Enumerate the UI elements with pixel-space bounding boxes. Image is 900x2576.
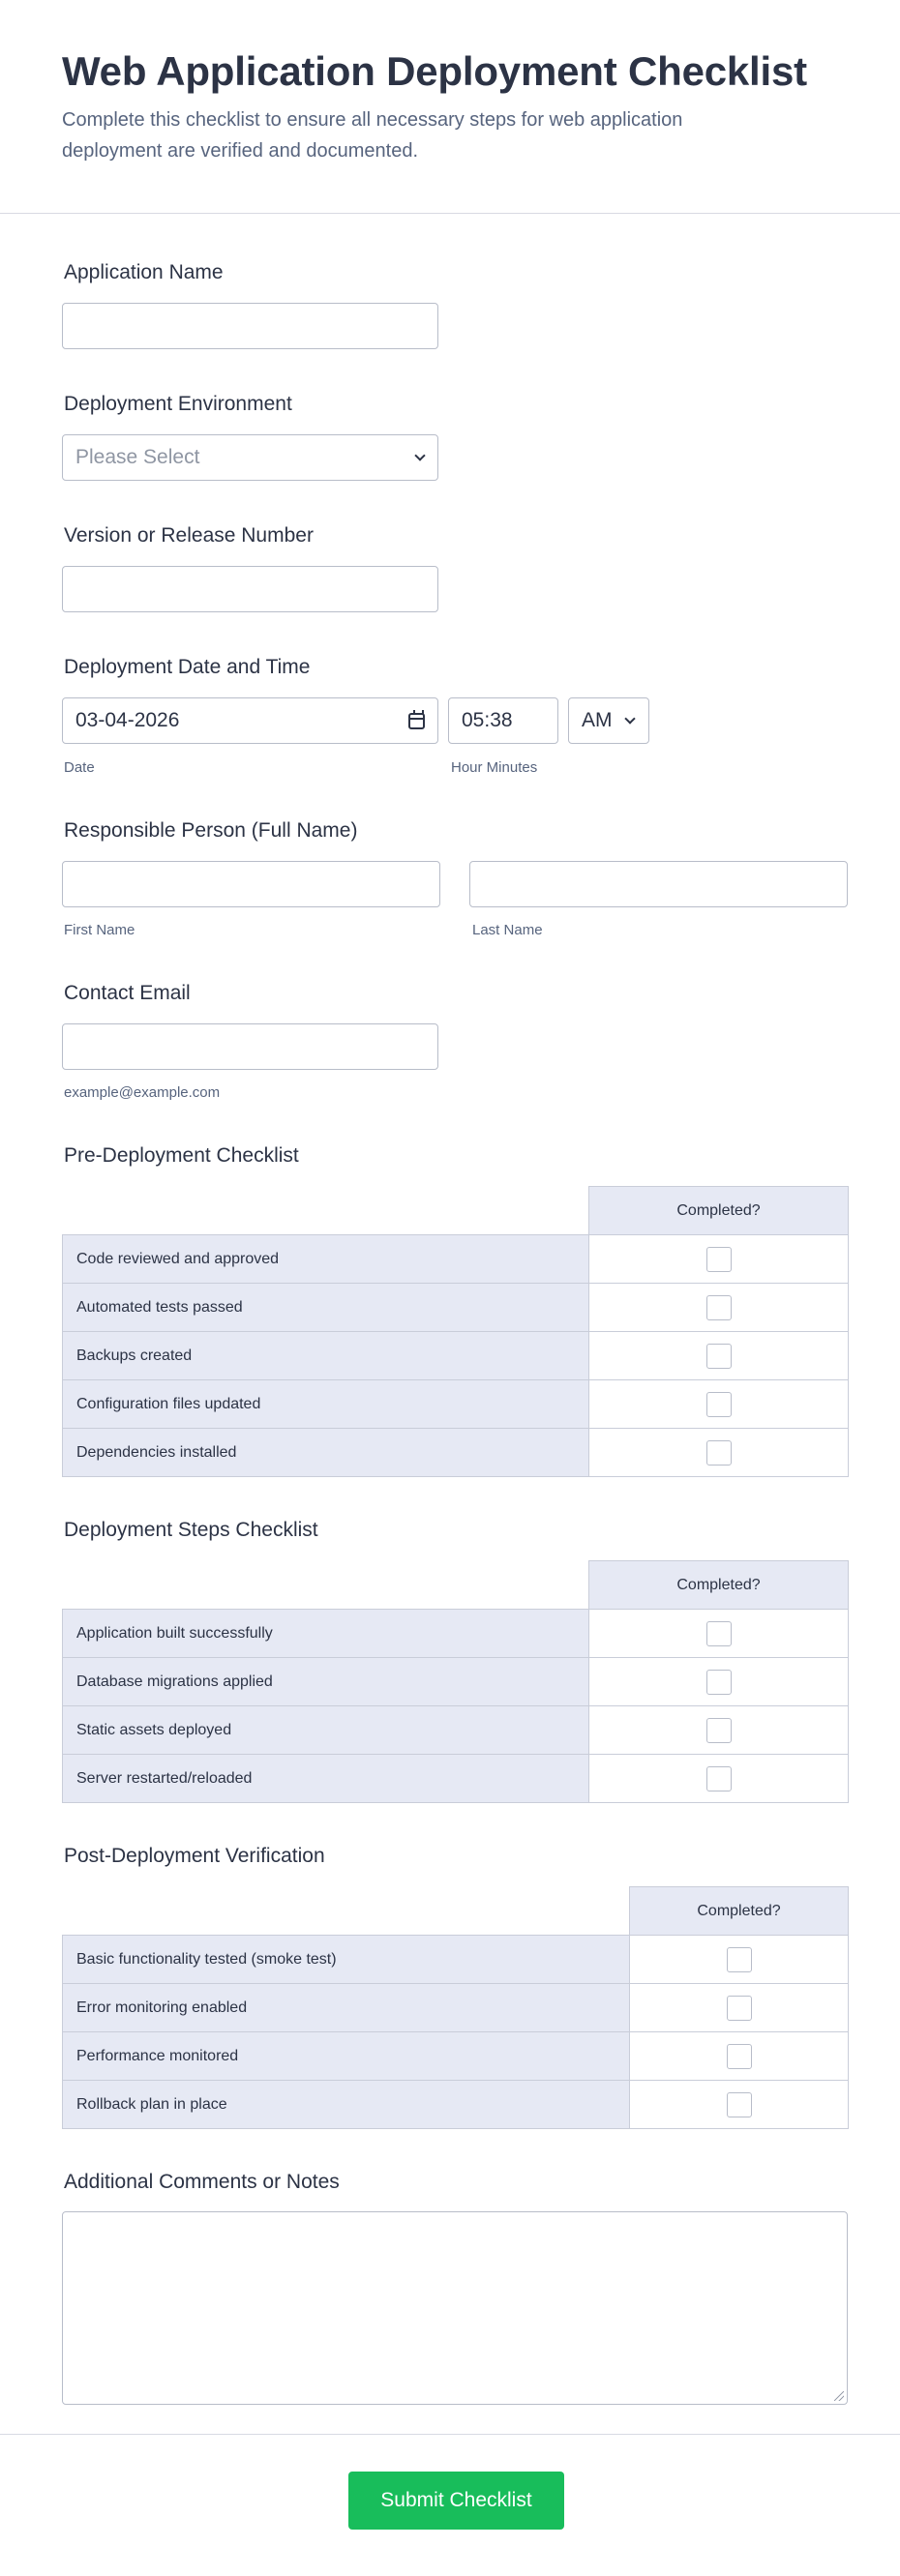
checkbox[interactable] (727, 1947, 752, 1972)
checkbox[interactable] (706, 1392, 732, 1417)
post-checklist-matrix (62, 1886, 849, 2129)
datetime-label: Deployment Date and Time (64, 656, 311, 678)
environment-placeholder: Please Select (75, 446, 200, 468)
matrix-row (63, 1706, 849, 1755)
environment-label: Deployment Environment (64, 393, 292, 415)
row-label: Backups created (63, 1332, 589, 1380)
checkbox[interactable] (706, 1670, 732, 1695)
checkbox[interactable] (706, 1440, 732, 1466)
resize-handle-icon[interactable] (834, 2391, 844, 2401)
time-sublabel: Hour Minutes (451, 759, 538, 776)
column-header: Completed? (589, 1187, 849, 1235)
checkbox[interactable] (706, 1295, 732, 1320)
pre-checklist-label: Pre-Deployment Checklist (64, 1144, 299, 1167)
matrix-row (63, 1429, 849, 1477)
row-label: Performance monitored (63, 2032, 630, 2081)
version-label: Version or Release Number (64, 524, 314, 547)
page-subtitle: Complete this checklist to ensure all necessary steps for web application deployment are verified and documented. (62, 109, 683, 162)
form-header (0, 0, 900, 214)
page-title: Web Application Deployment Checklist (62, 48, 807, 94)
email-input[interactable] (62, 1023, 438, 1070)
checkbox[interactable] (727, 2092, 752, 2117)
comments-label: Additional Comments or Notes (64, 2171, 340, 2193)
checkbox[interactable] (727, 2044, 752, 2069)
chevron-down-icon (414, 450, 425, 460)
app-name-label: Application Name (64, 261, 224, 283)
row-label: Automated tests passed (63, 1284, 589, 1332)
row-label: Database migrations applied (63, 1658, 589, 1706)
matrix-row (63, 1658, 849, 1706)
checkbox-cell[interactable] (630, 1984, 849, 2032)
matrix-row (63, 1380, 849, 1429)
checkbox-cell[interactable] (589, 1610, 849, 1658)
checkbox-cell[interactable] (589, 1332, 849, 1380)
ampm-value: AM (582, 709, 613, 731)
checkbox-cell[interactable] (630, 1936, 849, 1984)
column-header: Completed? (630, 1887, 849, 1936)
matrix-row (63, 1936, 849, 1984)
matrix-corner (63, 1887, 630, 1936)
matrix-row (63, 2032, 849, 2081)
row-label: Configuration files updated (63, 1380, 589, 1429)
checkbox-cell[interactable] (589, 1429, 849, 1477)
steps-checklist-matrix (62, 1560, 849, 1803)
checkbox-cell[interactable] (589, 1380, 849, 1429)
checkbox[interactable] (706, 1766, 732, 1791)
row-label: Error monitoring enabled (63, 1984, 630, 2032)
first-name-input[interactable] (62, 861, 440, 907)
checkbox-cell[interactable] (589, 1658, 849, 1706)
checkbox[interactable] (706, 1247, 732, 1272)
app-name-input[interactable] (62, 303, 438, 349)
checkbox-cell[interactable] (589, 1284, 849, 1332)
date-value: 03-04-2026 (75, 709, 180, 731)
chevron-down-icon (624, 713, 635, 724)
date-input[interactable] (62, 697, 438, 744)
row-label: Basic functionality tested (smoke test) (63, 1936, 630, 1984)
matrix-corner (63, 1561, 589, 1610)
pre-checklist-matrix (62, 1186, 849, 1477)
checkbox-cell[interactable] (589, 1706, 849, 1755)
last-name-sublabel: Last Name (472, 922, 543, 938)
row-label: Static assets deployed (63, 1706, 589, 1755)
checkbox-cell[interactable] (630, 2081, 849, 2129)
checkbox[interactable] (706, 1621, 732, 1646)
matrix-row (63, 1332, 849, 1380)
ampm-select[interactable] (568, 697, 649, 744)
environment-select[interactable] (62, 434, 438, 481)
date-sublabel: Date (64, 759, 95, 776)
calendar-icon[interactable] (408, 713, 425, 729)
checkbox[interactable] (706, 1718, 732, 1743)
last-name-input[interactable] (469, 861, 848, 907)
version-input[interactable] (62, 566, 438, 612)
checkbox-cell[interactable] (630, 2032, 849, 2081)
matrix-row (63, 1284, 849, 1332)
first-name-sublabel: First Name (64, 922, 135, 938)
time-input[interactable] (448, 697, 558, 744)
comments-textarea[interactable] (62, 2211, 848, 2405)
checkbox-cell[interactable] (589, 1235, 849, 1284)
row-label: Server restarted/reloaded (63, 1755, 589, 1803)
time-value: 05:38 (462, 709, 513, 731)
checkbox-cell[interactable] (589, 1755, 849, 1803)
row-label: Rollback plan in place (63, 2081, 630, 2129)
form-footer (0, 2434, 900, 2576)
email-sublabel: example@example.com (64, 1084, 221, 1101)
matrix-row (63, 2081, 849, 2129)
matrix-row (63, 1755, 849, 1803)
checkbox[interactable] (727, 1996, 752, 2021)
post-checklist-label: Post-Deployment Verification (64, 1845, 325, 1867)
matrix-row (63, 1235, 849, 1284)
submit-button[interactable]: Submit Checklist (348, 2472, 564, 2530)
matrix-row (63, 1610, 849, 1658)
row-label: Application built successfully (63, 1610, 589, 1658)
row-label: Code reviewed and approved (63, 1235, 589, 1284)
email-label: Contact Email (64, 982, 191, 1004)
matrix-corner (63, 1187, 589, 1235)
column-header: Completed? (589, 1561, 849, 1610)
person-label: Responsible Person (Full Name) (64, 819, 358, 842)
row-label: Dependencies installed (63, 1429, 589, 1477)
steps-checklist-label: Deployment Steps Checklist (64, 1519, 318, 1541)
checkbox[interactable] (706, 1344, 732, 1369)
matrix-row (63, 1984, 849, 2032)
